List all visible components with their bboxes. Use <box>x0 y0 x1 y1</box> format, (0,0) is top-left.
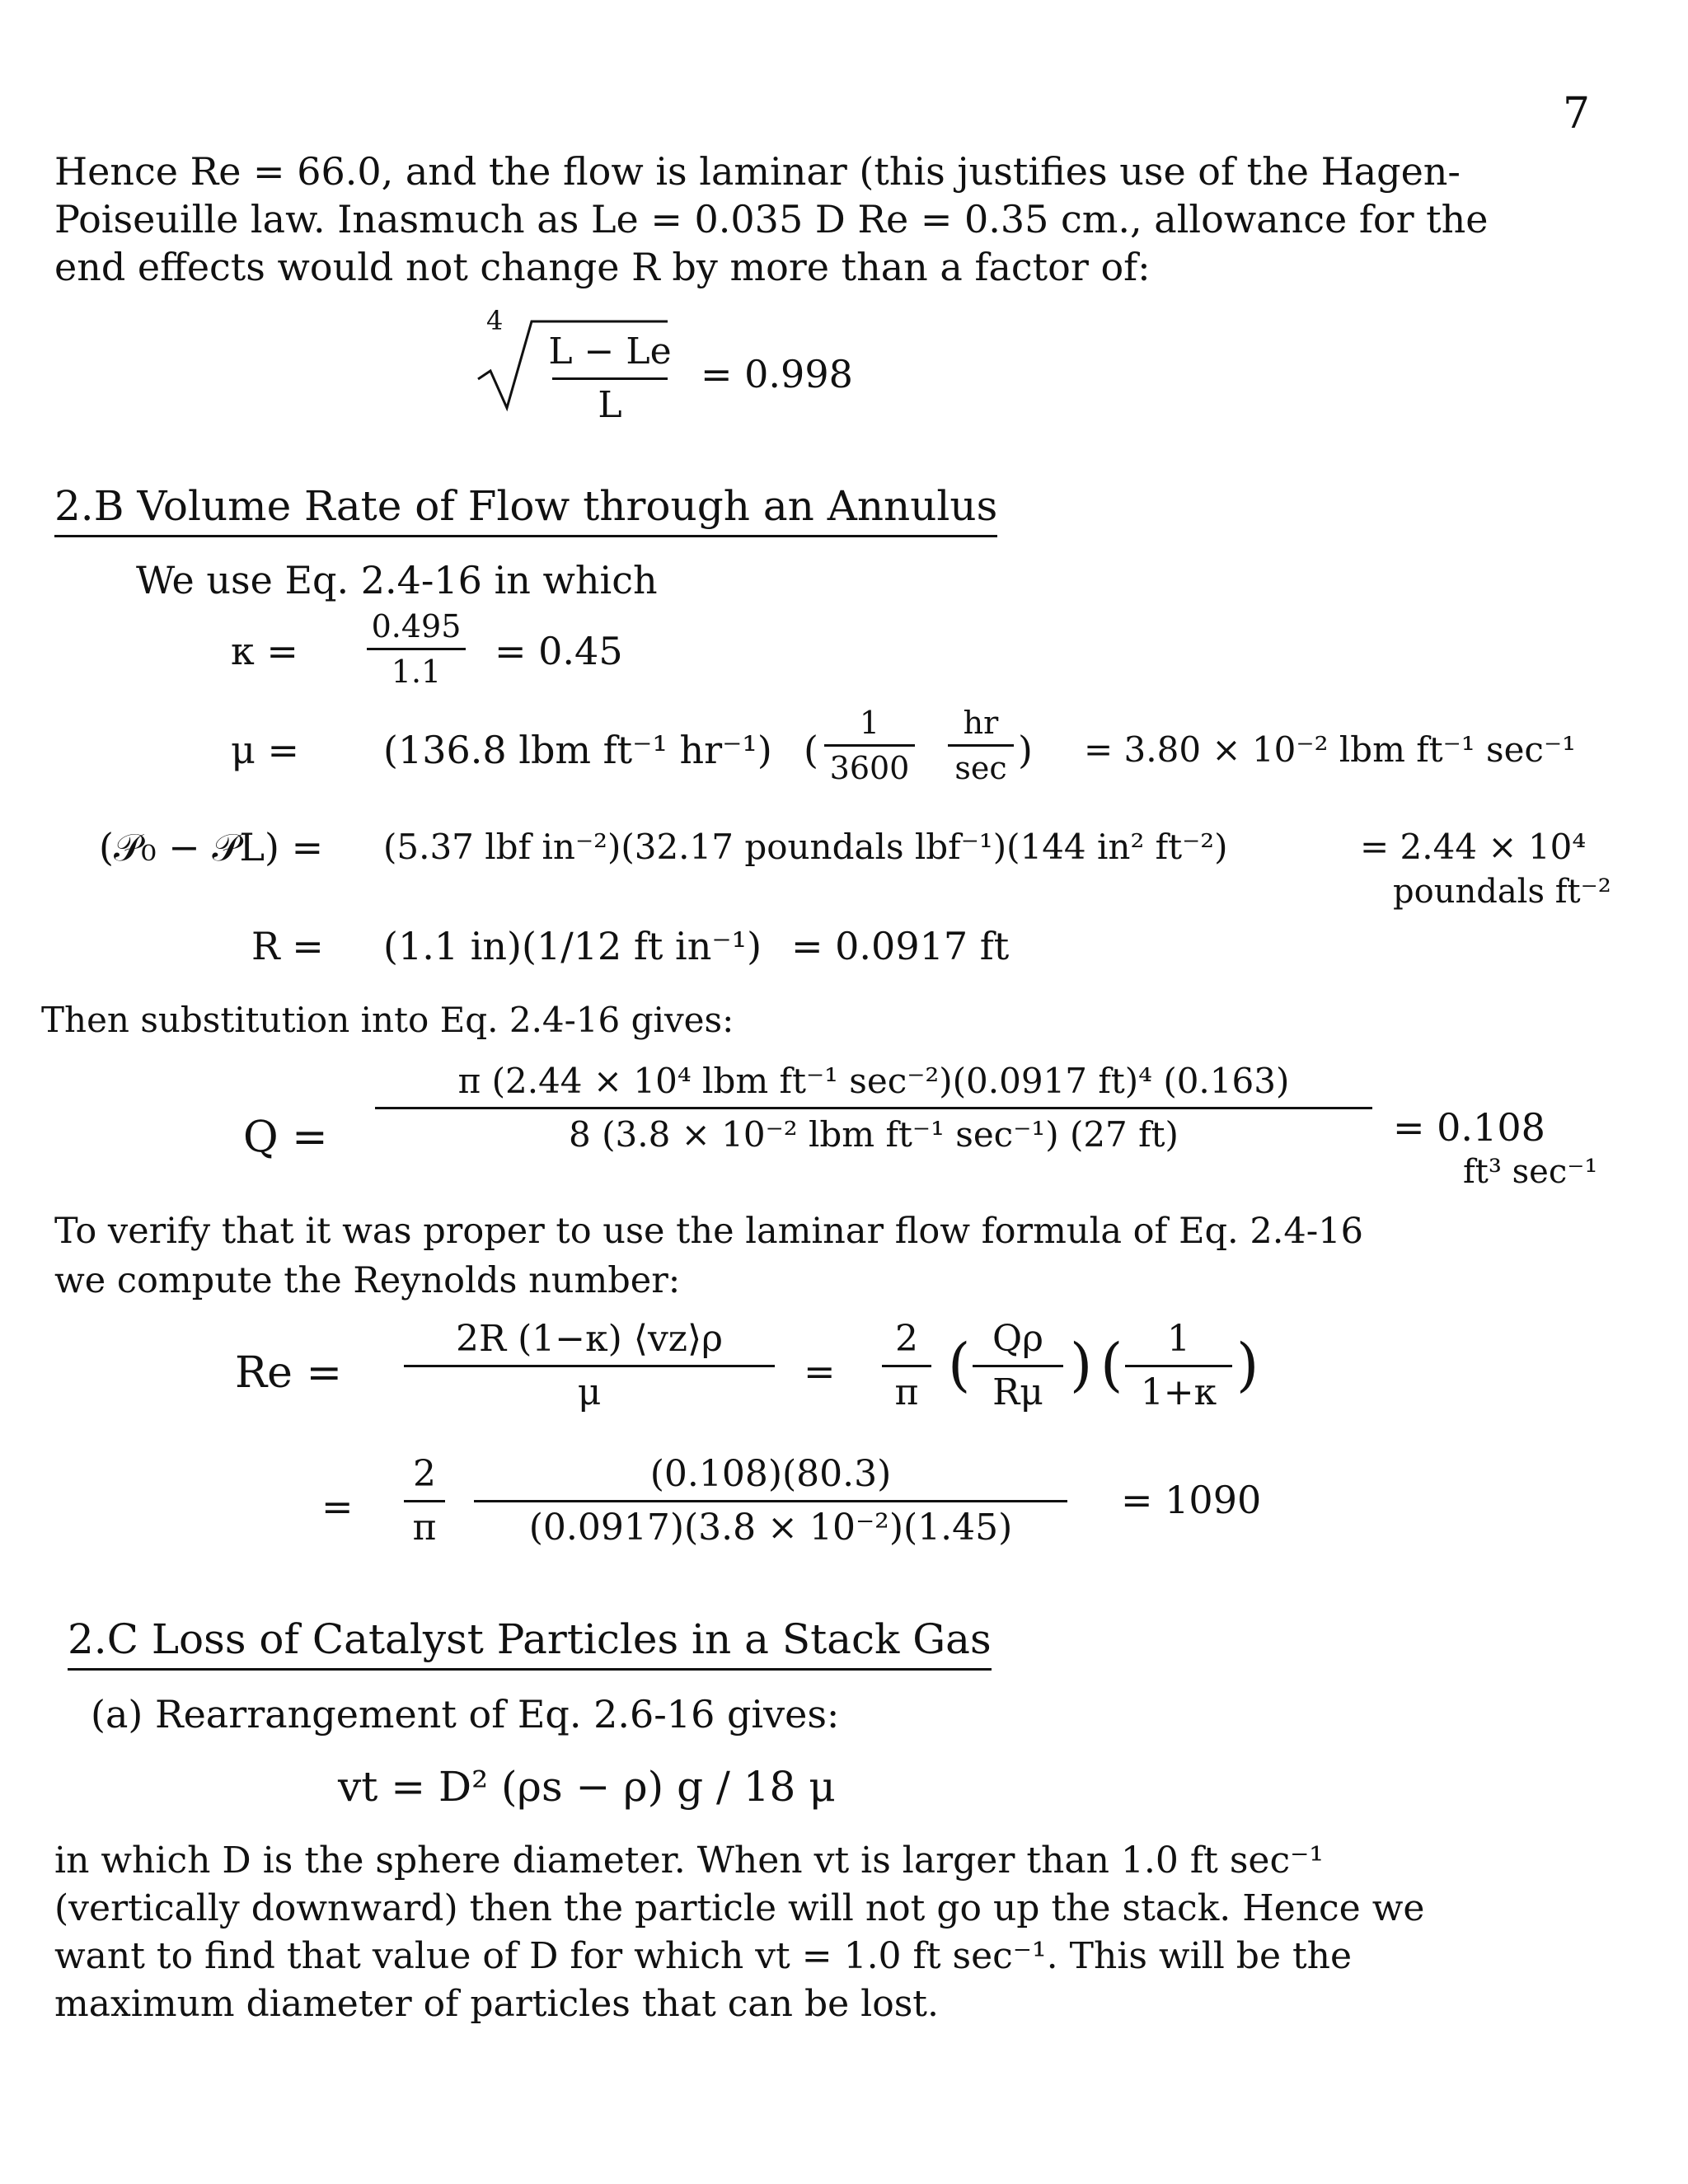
mu-conversion-fraction <box>824 705 915 786</box>
kappa-fraction <box>367 608 466 690</box>
page-number: 7 <box>1563 89 1591 138</box>
paren-close: ) <box>1236 1331 1259 1399</box>
re2-b-bar <box>973 1365 1063 1367</box>
root-fraction-bar <box>552 377 668 380</box>
re2-c-numerator: 1 <box>1167 1318 1190 1360</box>
mu-expression: (136.8 lbm ft⁻¹ hr⁻¹) <box>383 728 772 772</box>
substitution-line: Then substitution into Eq. 2.4-16 gives: <box>41 1000 734 1040</box>
re3-fraction <box>474 1452 1067 1550</box>
paren-open: ( <box>804 728 818 772</box>
body-line-4: maximum diameter of particles that can be lost. <box>54 1983 939 2025</box>
paren-close: ) <box>1070 1331 1093 1399</box>
kappa-label: κ = <box>231 629 298 673</box>
re2-a-bar <box>882 1365 931 1367</box>
re3-denominator: (0.0917)(3.8 × 10⁻²)(1.45) <box>528 1507 1013 1549</box>
kappa-numerator: 0.495 <box>371 608 462 644</box>
q-result: = 0.108 <box>1393 1105 1545 1150</box>
q-fraction <box>375 1059 1372 1157</box>
re2-fraction-a <box>882 1317 931 1415</box>
root-result: = 0.998 <box>701 352 853 396</box>
re3-a-bar <box>404 1500 445 1502</box>
re-fraction-bar <box>404 1365 775 1367</box>
re-equals: = <box>804 1349 836 1394</box>
re2-c-denominator: 1+κ <box>1140 1371 1217 1413</box>
intro-line-1: Hence Re = 66.0, and the flow is laminar (this justifies use of the Hagen- <box>54 149 1461 194</box>
re2-a-numerator: 2 <box>895 1318 918 1360</box>
pressure-label: (𝒫₀ − 𝒫L) = <box>99 825 324 869</box>
re2-b-denominator: Rμ <box>992 1371 1043 1413</box>
use-eq-line: We use Eq. 2.4-16 in which <box>136 558 658 602</box>
mu-unit-bar <box>948 744 1014 747</box>
re-label: Re = <box>235 1348 343 1398</box>
mu-conversion-numerator: 1 <box>859 705 880 741</box>
q-fraction-bar <box>375 1107 1372 1109</box>
paren-open: ( <box>1100 1331 1123 1399</box>
section-2b-title: 2.B Volume Rate of Flow through an Annulus <box>54 482 997 537</box>
mu-label: μ = <box>231 728 300 772</box>
radius-expression: (1.1 in)(1/12 ft in⁻¹) <box>383 924 762 968</box>
mu-conversion-bar <box>824 744 915 747</box>
root-denominator: L <box>598 384 622 426</box>
intro-line-2: Poiseuille law. Inasmuch as Le = 0.035 D Re = 0.35 cm., allowance for the <box>54 197 1489 241</box>
radius-result: = 0.0917 ft <box>791 924 1010 968</box>
body-line-1: in which D is the sphere diameter. When vt is larger than 1.0 ft sec⁻¹ <box>54 1840 1324 1882</box>
q-label: Q = <box>243 1113 328 1162</box>
mu-conversion-denominator: 3600 <box>829 750 910 786</box>
re-denominator: μ <box>577 1371 602 1413</box>
re2-b-numerator: Qρ <box>992 1318 1043 1360</box>
kappa-denominator: 1.1 <box>391 654 442 690</box>
re2-fraction-c <box>1125 1317 1232 1415</box>
q-units: ft³ sec⁻¹ <box>1463 1153 1598 1191</box>
re2-fraction-b <box>973 1317 1063 1415</box>
verify-line-1: To verify that it was proper to use the laminar flow formula of Eq. 2.4-16 <box>54 1211 1363 1252</box>
mu-unit-denominator: sec <box>954 750 1007 786</box>
re-numerator: 2R (1−κ) ⟨vz⟩ρ <box>455 1318 724 1360</box>
root-fraction <box>548 330 672 428</box>
re3-a-denominator: π <box>412 1507 437 1549</box>
part-a-line: (a) Rearrangement of Eq. 2.6-16 gives: <box>91 1692 840 1736</box>
re3-fraction-a <box>404 1452 445 1550</box>
pressure-result: = 2.44 × 10⁴ <box>1360 827 1587 867</box>
mu-unit-numerator: hr <box>963 705 999 741</box>
kappa-fraction-bar <box>367 648 466 650</box>
verify-line-2: we compute the Reynolds number: <box>54 1260 681 1301</box>
root-index: 4 <box>486 305 504 336</box>
section-2c-title: 2.C Loss of Catalyst Particles in a Stack Gas <box>68 1615 992 1671</box>
kappa-result: = 0.45 <box>495 629 623 673</box>
terminal-velocity-equation: vt = D² (ρs − ρ) g / 18 μ <box>338 1763 836 1811</box>
re3-a-numerator: 2 <box>413 1453 436 1495</box>
mu-result: = 3.80 × 10⁻² lbm ft⁻¹ sec⁻¹ <box>1084 729 1576 770</box>
intro-line-3: end effects would not change R by more than a factor of: <box>54 245 1151 289</box>
root-numerator: L − Le <box>548 330 672 373</box>
re2-a-denominator: π <box>894 1371 919 1413</box>
re3-equals: = <box>321 1484 354 1529</box>
q-denominator: 8 (3.8 × 10⁻² lbm ft⁻¹ sec⁻¹) (27 ft) <box>569 1114 1179 1155</box>
re2-c-bar <box>1125 1365 1232 1367</box>
re3-numerator: (0.108)(80.3) <box>649 1453 892 1495</box>
paren-close: ) <box>1018 728 1033 772</box>
mu-unit-fraction <box>948 705 1014 786</box>
radius-label: R = <box>251 924 324 968</box>
pressure-expression: (5.37 lbf in⁻²)(32.17 poundals lbf⁻¹)(144 in² ft⁻²) <box>383 827 1228 867</box>
re3-fraction-bar <box>474 1500 1067 1502</box>
paren-open: ( <box>948 1331 971 1399</box>
q-numerator: π (2.44 × 10⁴ lbm ft⁻¹ sec⁻²)(0.0917 ft)⁴ (0.163) <box>457 1061 1290 1101</box>
re-fraction <box>404 1317 775 1415</box>
body-line-3: want to find that value of D for which vt = 1.0 ft sec⁻¹. This will be the <box>54 1935 1353 1977</box>
body-line-2: (vertically downward) then the particle will not go up the stack. Hence we <box>54 1887 1425 1929</box>
pressure-units: poundals ft⁻² <box>1393 873 1611 911</box>
re3-result: = 1090 <box>1121 1478 1262 1522</box>
